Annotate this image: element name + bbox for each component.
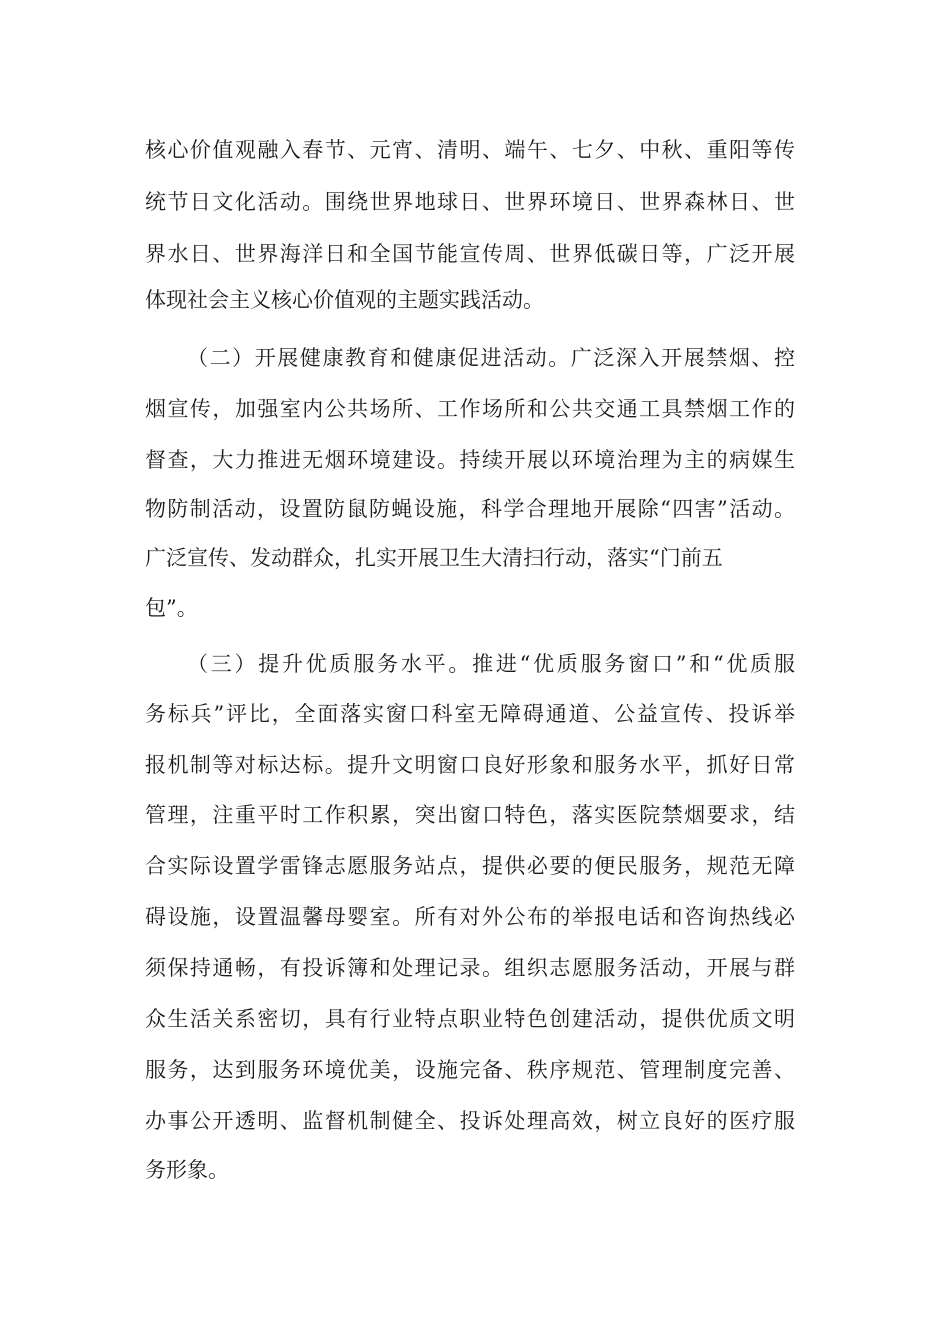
- paragraph-line: 核心价值观融入春节、元宵、清明、端午、七夕、中秋、重阳等传: [145, 138, 795, 162]
- paragraph-line: （三）提升优质服务水平。推进“优质服务窗口”和“优质服: [187, 652, 795, 676]
- paragraph-line: 务标兵”评比，全面落实窗口科室无障碍通道、公益宣传、投诉举: [145, 702, 795, 726]
- paragraph-line: 办事公开透明、监督机制健全、投诉处理高效，树立良好的医疗服: [145, 1109, 795, 1133]
- paragraph-line: 管理，注重平时工作积累，突出窗口特色，落实医院禁烟要求，结: [145, 803, 795, 827]
- paragraph-line: 督查，大力推进无烟环境建设。持续开展以环境治理为主的病媒生: [145, 448, 795, 472]
- paragraph-line: 广泛宣传、发动群众，扎实开展卫生大清扫行动，落实“门前五: [145, 546, 723, 570]
- paragraph-line: 界水日、世界海洋日和全国节能宣传周、世界低碳日等，广泛开展: [145, 242, 795, 266]
- paragraph-line: 物防制活动，设置防鼠防蝇设施，科学合理地开展除“四害”活动。: [145, 497, 795, 521]
- paragraph-line: 众生活关系密切，具有行业特点职业特色创建活动，提供优质文明: [145, 1007, 795, 1031]
- paragraph-line: 须保持通畅，有投诉簿和处理记录。组织志愿服务活动，开展与群: [145, 956, 795, 980]
- paragraph-line: 务形象。: [145, 1158, 229, 1182]
- paragraph-line: 服务，达到服务环境优美，设施完备、秩序规范、管理制度完善、: [145, 1058, 795, 1082]
- paragraph-line: 统节日文化活动。围绕世界地球日、世界环境日、世界森林日、世: [145, 190, 795, 214]
- paragraph-line: 包”。: [145, 596, 198, 620]
- paragraph-line: 烟宣传，加强室内公共场所、工作场所和公共交通工具禁烟工作的: [145, 397, 795, 421]
- paragraph-line: 合实际设置学雷锋志愿服务站点，提供必要的便民服务，规范无障: [145, 854, 795, 878]
- paragraph-line: 碍设施，设置温馨母婴室。所有对外公布的举报电话和咨询热线必: [145, 905, 795, 929]
- paragraph-line: 体现社会主义核心价值观的主题实践活动。: [145, 288, 544, 312]
- paragraph-line: （二）开展健康教育和健康促进活动。广泛深入开展禁烟、控: [187, 346, 795, 370]
- paragraph-line: 报机制等对标达标。提升文明窗口良好形象和服务水平，抓好日常: [145, 753, 795, 777]
